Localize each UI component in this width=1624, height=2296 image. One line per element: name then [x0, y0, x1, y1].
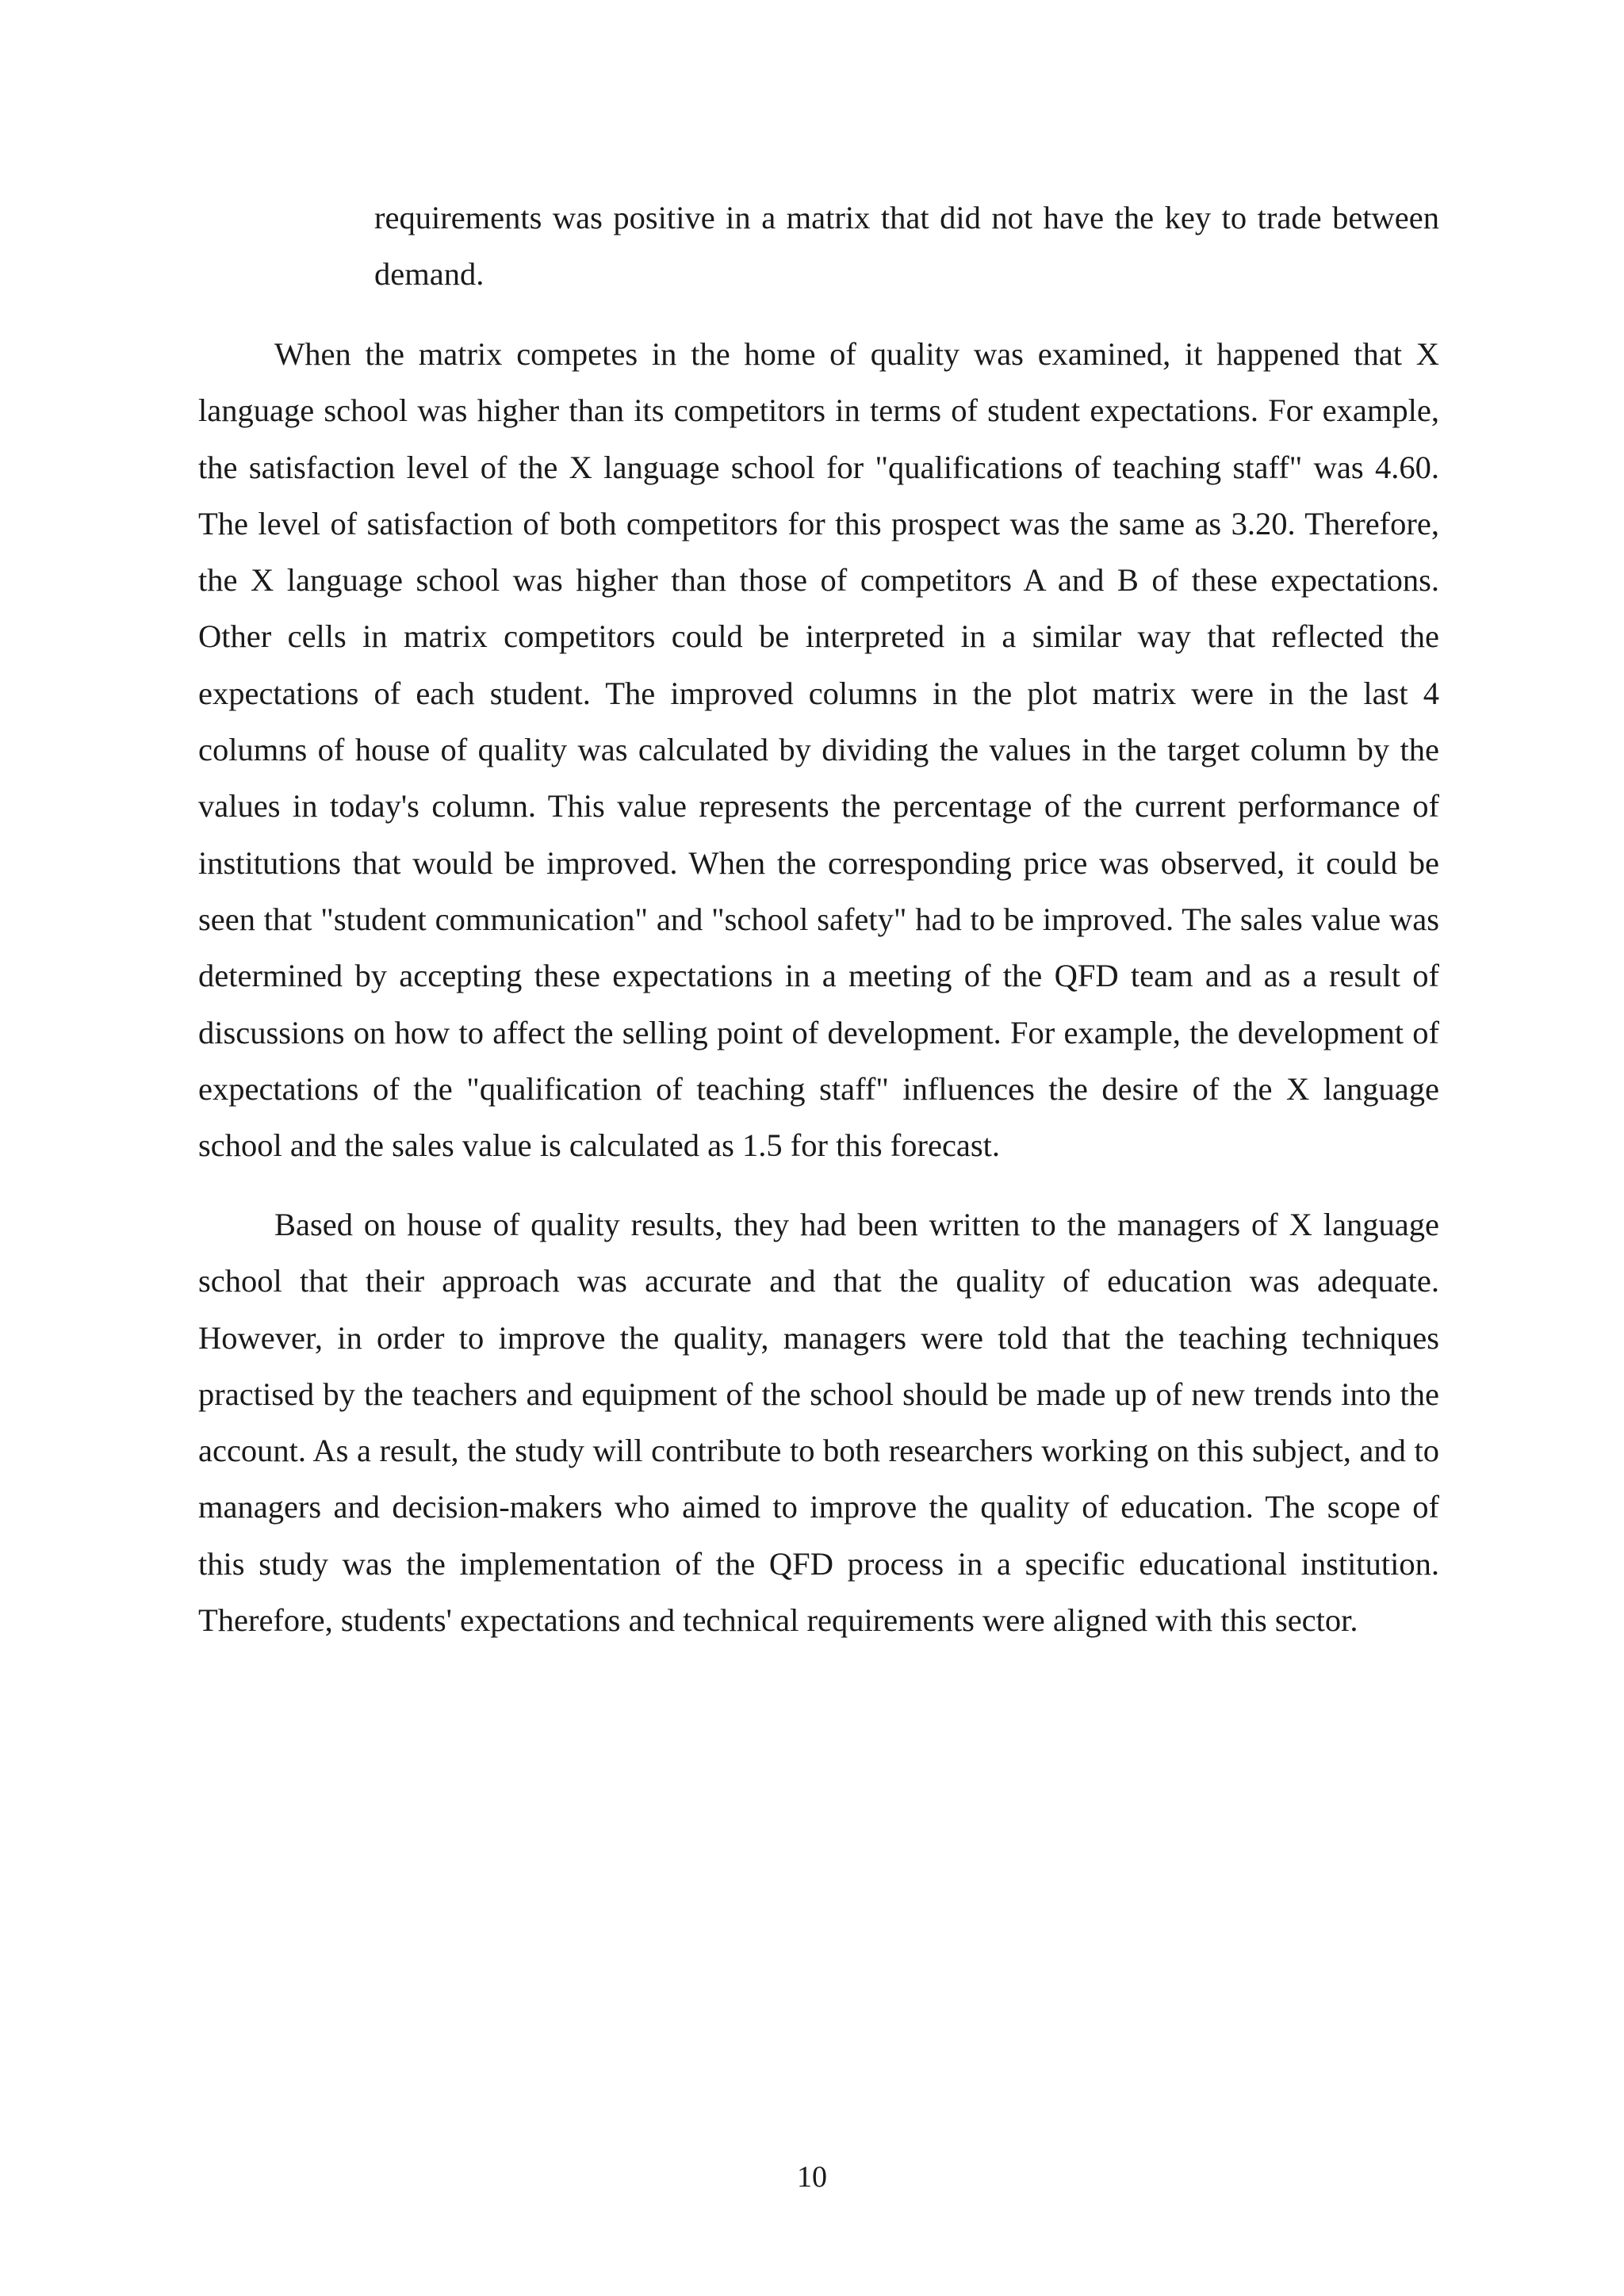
page-number: 10 [797, 2160, 827, 2194]
body-paragraph-1: When the matrix competes in the home of quality was examined, it happened that X language school was higher than its competitors in terms of student expectations. For example, the satisfaction level of the X language school for "qualifications of teaching staff" was 4.60. The level of satisfaction of both competitors for this prospect was the same as 3.20. Therefore, the X language school was higher than those of competitors A and B of these expectations. Other cells in matrix competitors could be interpreted in a similar way that reflected the expectations of each student. The improved columns in the plot matrix were in the last 4 columns of house of quality was calculated by dividing the values in the target column by the values in today's column. This value represents the percentage of the current performance of institutions that would be improved. When the corresponding price was observed, it could be seen that "student communication" and "school safety" had to be improved. The sales value was determined by accepting these expectations in a meeting of the QFD team and as a result of discussions on how to affect the selling point of development. For example, the development of expectations of the "qualification of teaching staff" influences the desire of the X language school and the sales value is calculated as 1.5 for this forecast. [198, 336, 1439, 1164]
body-paragraph-2: Based on house of quality results, they had been written to the managers of X language school that their approach was accurate and that the quality of education was adequate. However, in order to improve the quality, managers were told that the teaching techniques practised by the teachers and equipment of the school should be made up of new trends into the account. As a result, the study will contribute to both researchers working on this subject, and to managers and decision-makers who aimed to improve the quality of education. The scope of this study was the implementation of the QFD process in a specific educational institution. Therefore, students' expectations and technical requirements were aligned with this sector. [198, 1207, 1439, 1639]
continued-paragraph: requirements was positive in a matrix that did not have the key to trade between demand. [374, 200, 1439, 293]
